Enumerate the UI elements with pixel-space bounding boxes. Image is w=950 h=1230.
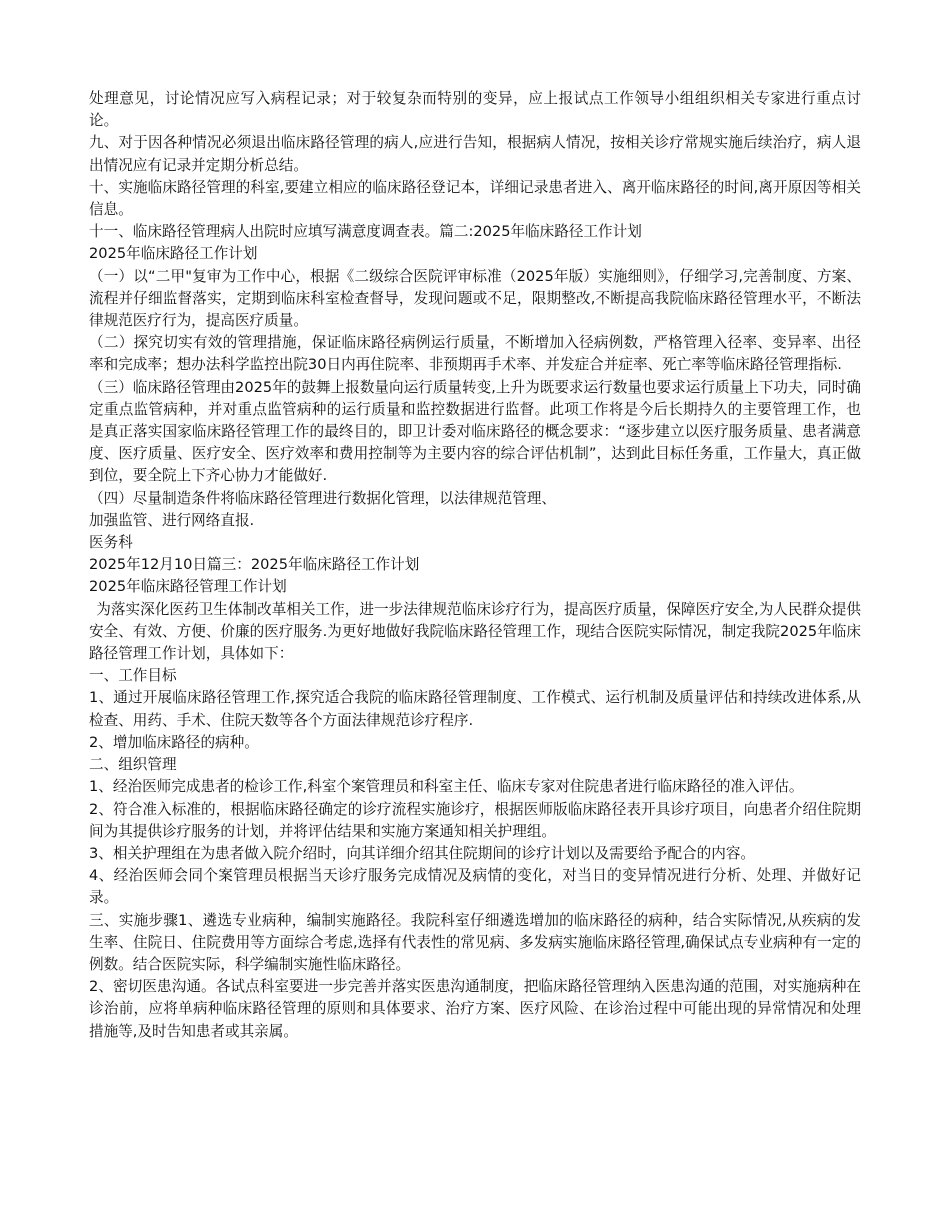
paragraph-plan-3: （三）临床路径管理由2025年的鼓舞上报数量向运行质量转变,上升为既要求运行数量也要求运行质量上下功夫，同时确定重点监管病种，并对重点监管病种的运行质量和监控数据进行监督。此项工作将是今后长期持久的主要管理工作，也是真正落实国家临床路径管理工作的最终目的，即卫计委对临床路径的概念要求：“逐步建立以医疗服务质量、患者满意度、医疗质量、医疗安全、医疗效率和费用控制等为主要内容的综合评估机制”，达到此目标任务重，工作量大，真正做到位，要全院上下齐心协力才能做好. <box>89 378 861 485</box>
paragraph-org-2: 2、符合准入标准的，根据临床路径确定的诊疗流程实施诊疗，根据医师版临床路径表开具诊疗项目，向患者介绍住院期间为其提供诊疗服务的计划，并将评估结果和实施方案通知相关护理组。 <box>89 800 861 840</box>
paragraph-goal-1: 1、通过开展临床路径管理工作,探究适合我院的临床路径管理制度、工作模式、运行机制及质量评估和持续改进体系,从检查、用药、手术、住院天数等各个方面法律规范诊疗程序. <box>89 689 861 729</box>
paragraph-steps-1: 三、实施步骤1、遴选专业病种，编制实施路径。我院科室仔细遴选增加的临床路径的病种，结合实际情况,从疾病的发生率、住院日、住院费用等方面综合考虑,选择有代表性的常见病、多发病实施临床路径管理,确保试点专业病种有一定的例数。结合医院实际，科学编制实施性临床路径。 <box>89 911 861 973</box>
section-title-management-plan: 2025年临床路径管理工作计划 <box>89 578 287 596</box>
paragraph-variation-handling: 处理意见，讨论情况应写入病程记录；对于较复杂而特别的变异，应上报试点工作领导小组组织相关专家进行重点讨论。 <box>89 90 861 130</box>
paragraph-goal-2: 2、增加临床路径的病种。 <box>89 733 259 751</box>
paragraph-plan-1: （一）以“二甲"复审为工作中心，根据《二级综合医院评审标准（2025年版）实施细则》，仔细学习,完善制度、方案、流程并仔细监督落实，定期到临床科室检查督导，发现问题或不足，限期整改,不断提高我院临床路径管理水平，不断法律规范医疗行为，提高医疗质量。 <box>89 267 861 330</box>
paragraph-plan-2: （二）探究切实有效的管理措施，保证临床路径病例运行质量，不断增加入径病例数，严格管理入径率、变异率、出径率和完成率；想办法科学监控出院30日内再住院率、非预期再手术率、并发症合并症率、死亡率等临床路径管理指标. <box>89 334 861 374</box>
paragraph-plan-4: （四）尽量制造条件将临床路径管理进行数据化管理，以法律规范管理、 <box>89 489 557 507</box>
paragraph-item-9: 九、对于因各种情况必须退出临床路径管理的病人,应进行告知，根据病人情况，按相关诊疗常规实施后续治疗，病人退出情况应有记录并定期分析总结。 <box>89 134 861 174</box>
heading-work-goals: 一、工作目标 <box>89 667 177 685</box>
paragraph-item-10: 十、实施临床路径管理的科室,要建立相应的临床路径登记本，详细记录患者进入、离开临床路径的时间,离开原因等相关信息。 <box>89 178 861 219</box>
paragraph-item-11: 十一、临床路径管理病人出院时应填写满意度调查表。篇二:2025年临床路径工作计划 <box>89 223 642 241</box>
document-page <box>89 88 861 1043</box>
section-title-plan: 2025年临床路径工作计划 <box>89 245 258 263</box>
paragraph-org-4: 4、经治医师会同个案管理员根据当天诊疗服务完成情况及病情的变化，对当日的变异情况进行分析、处理、并做好记录。 <box>89 867 861 907</box>
paragraph-plan-4-continued: 加强监管、进行网络直报. <box>89 511 255 529</box>
paragraph-org-1: 1、经治医师完成患者的检诊工作,科室个案管理员和科室主任、临床专家对住院患者进行临床路径的准入评估。 <box>89 778 804 796</box>
paragraph-steps-2: 2、密切医患沟通。各试点科室要进一步完善并落实医患沟通制度，把临床路径管理纳入医患沟通的范围，对实施病种在诊治前，应将单病种临床路径管理的原则和具体要求、治疗方案、医疗风险、在诊治过程中可能出现的异常情况和处理措施等,及时告知患者或其亲属。 <box>89 978 861 1040</box>
heading-organization: 二、组织管理 <box>89 756 177 774</box>
date-line: 2025年12月10日篇三：2025年临床路径工作计划 <box>89 556 420 574</box>
signature-department: 医务科 <box>89 534 133 552</box>
paragraph-org-3: 3、相关护理组在为患者做入院介绍时，向其详细介绍其住院期间的诊疗计划以及需要给予配合的内容。 <box>89 844 756 862</box>
paragraph-intro: 为落实深化医药卫生体制改革相关工作，进一步法律规范临床诊疗行为，提高医疗质量，保障医疗安全,为人民群众提供安全、有效、方便、价廉的医疗服务.为更好地做好我院临床路径管理工作，现结合医院实际情况，制定我院2025年临床路径管理工作计划，具体如下： <box>89 600 861 663</box>
